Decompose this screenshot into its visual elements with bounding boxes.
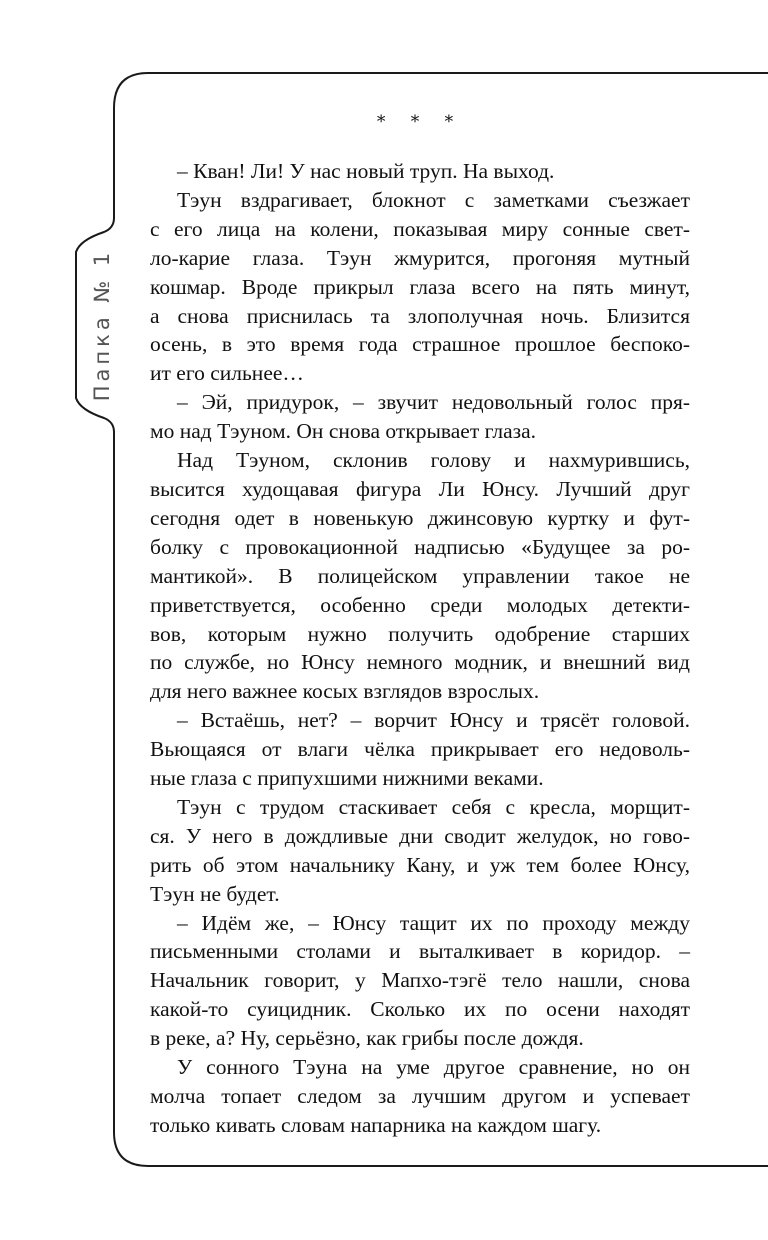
section-separator: * * * (376, 112, 464, 132)
text-line: для него важнее косых взглядов взрослых. (150, 679, 540, 704)
text-line: Над Тэуном, склонив голову и нахмурившись, (177, 448, 690, 473)
paragraph (150, 706, 690, 793)
text-line: У сонного Тэуна на уме другое сравнение, но он (177, 1055, 690, 1080)
paragraph (150, 157, 690, 186)
text-line: в реке, а? Ну, серьёзно, как грибы после дождя. (150, 1026, 584, 1051)
folder-tab-label: Папка № 1 (90, 248, 114, 402)
text-line: ся. У него в дождливые дни сводит желудок, но гово- (150, 823, 690, 848)
text-line: Тэун с трудом стаскивает себя с кресла, морщит- (177, 794, 690, 819)
text-line: – Идём же, – Юнсу тащит их по проходу между (177, 910, 690, 935)
paragraph (150, 909, 690, 1054)
text-line: какой-то суицидник. Сколько их по осени находят (150, 997, 690, 1022)
paragraph (150, 1053, 690, 1140)
text-line: мо над Тэуном. Он снова открывает глаза. (150, 419, 537, 444)
paragraph (150, 388, 690, 446)
text-line: вов, которым нужно получить одобрение старших (150, 621, 690, 646)
text-line: ит его сильнее… (150, 361, 304, 386)
text-line: ло-карие глаза. Тэун жмурится, прогоняя мутный (150, 245, 690, 270)
text-line: приветствуется, особенно среди молодых детекти- (150, 592, 690, 617)
text-line: – Кван! Ли! У нас новый труп. На выход. (177, 159, 555, 183)
text-line: кошмар. Вроде прикрыл глаза всего на пять минут, (150, 274, 690, 299)
text-line: высится худощавая фигура Ли Юнсу. Лучший друг (150, 476, 690, 501)
text-line: – Эй, придурок, – звучит недовольный голос пря- (177, 390, 690, 415)
text-line: молча топает следом за лучшим другом и успевает (150, 1084, 690, 1108)
text-line: Тэун не будет. (150, 881, 280, 906)
text-line: болку с провокационной надписью «Будущее за ро- (150, 534, 690, 559)
text-line: а снова приснилась та злополучная ночь. Близится (150, 303, 690, 328)
text-line: с его лица на колени, показывая миру сонные свет- (150, 216, 690, 241)
text-line: только кивать словам напарника на каждом шагу. (150, 1112, 602, 1137)
paragraph (150, 186, 690, 388)
text-line: Тэун вздрагивает, блокнот с заметками съезжает (177, 187, 690, 212)
paragraph (150, 446, 690, 706)
text-line: по службе, но Юнсу немного модник, и внешний вид (150, 650, 690, 675)
text-line: рить об этом начальнику Кану, и уж тем более Юнсу, (150, 852, 690, 877)
text-line: Начальник говорит, у Мапхо-тэгё тело нашли, снова (150, 968, 690, 993)
text-line: письменными столами и выталкивает в коридор. – (150, 939, 690, 964)
text-line: осень, в это время года страшное прошлое беспоко- (150, 332, 690, 357)
text-line: сегодня одет в новенькую джинсовую куртку и фут- (150, 505, 690, 530)
text-line: – Встаёшь, нет? – ворчит Юнсу и трясёт головой. (177, 708, 690, 733)
text-line: мантикой». В полицейском управлении такое не (150, 563, 690, 588)
text-line: ные глаза с припухшими нижними веками. (150, 766, 544, 791)
body-text (150, 157, 690, 1140)
paragraph (150, 793, 690, 909)
text-line: Вьющаяся от влаги чёлка прикрывает его недоволь- (150, 737, 690, 762)
